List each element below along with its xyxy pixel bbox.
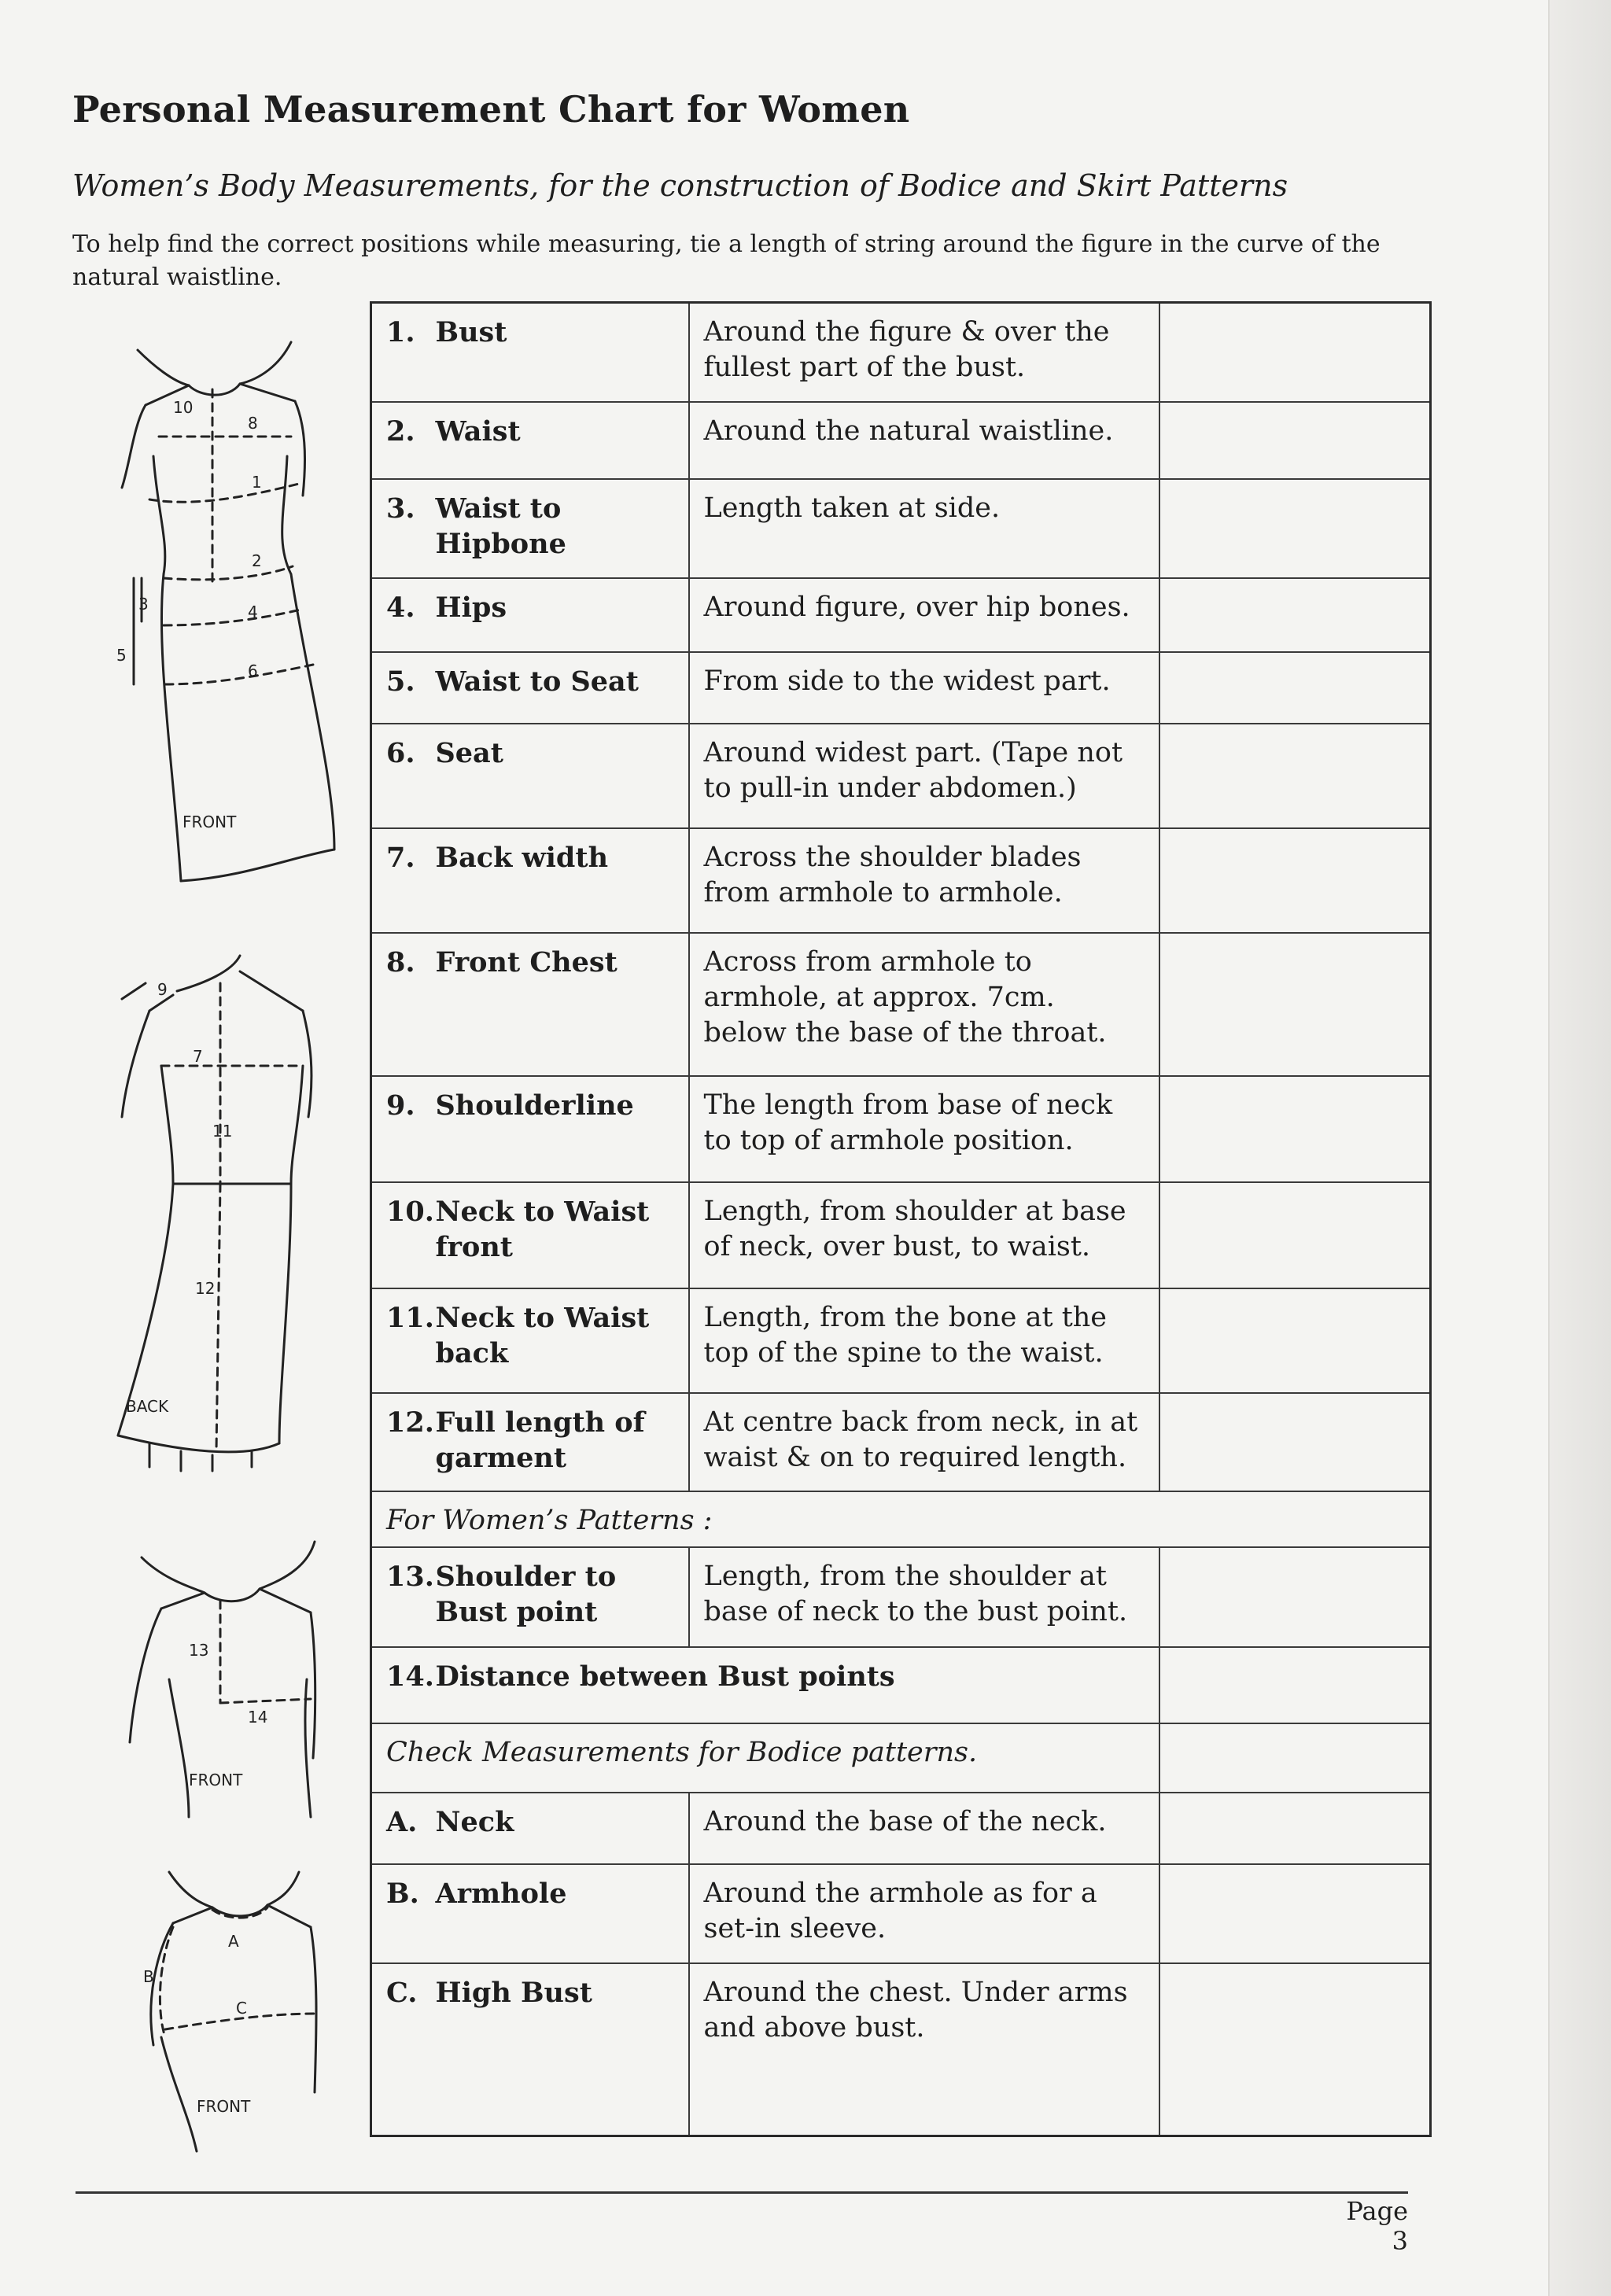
row-value-cell[interactable] (1159, 479, 1431, 578)
row-number: 7. (371, 828, 422, 933)
row-number: 1. (371, 303, 422, 402)
row-measurement-name: Neck to Waist back (422, 1288, 689, 1393)
section-heading-check: Check Measurements for Bodice patterns. (371, 1723, 1159, 1793)
row-value-cell[interactable] (1159, 1793, 1431, 1864)
row-measurement-name: Armhole (422, 1864, 689, 1963)
table-row (371, 1864, 1431, 1963)
row-description: Across from armhole to armhole, at approx. 7cm. below the base of the throat. (689, 933, 1159, 1076)
row-value-cell[interactable] (1159, 828, 1431, 933)
row-number: A. (371, 1793, 422, 1864)
row-number: 13. (371, 1547, 422, 1647)
row-description: The length from base of neck to top of armhole position. (689, 1076, 1159, 1182)
row-description: Length, from the bone at the top of the spine to the waist. (689, 1288, 1159, 1393)
table-row (371, 578, 1431, 652)
row-value-cell[interactable] (1159, 724, 1431, 828)
figure-label: 14 (248, 1708, 268, 1727)
row-measurement-name: Neck (422, 1793, 689, 1864)
table-row (371, 1793, 1431, 1864)
row-number: 2. (371, 402, 422, 479)
row-value-cell[interactable] (1159, 1864, 1431, 1963)
figure-check-bodice (110, 1856, 330, 2155)
row-number: 3. (371, 479, 422, 578)
row-measurement-name: Shoulder to Bust point (422, 1547, 689, 1647)
row-description: Around widest part. (Tape not to pull-in under abdomen.) (689, 724, 1159, 828)
figure-view-label: BACK (126, 1397, 169, 1416)
figure-label: A (228, 1932, 239, 1951)
row-measurement-name: Waist (422, 402, 689, 479)
figure-label: 3 (138, 595, 149, 614)
table-row (371, 1963, 1431, 2136)
figure-label: 13 (189, 1641, 209, 1660)
figure-label: 8 (248, 414, 258, 433)
row-description: Length taken at side. (689, 479, 1159, 578)
row-measurement-name: Neck to Waist front (422, 1182, 689, 1288)
row-measurement-name: Front Chest (422, 933, 689, 1076)
row-value-cell[interactable] (1159, 1647, 1431, 1723)
row-value-cell[interactable] (1159, 1393, 1431, 1491)
row-measurement-name: Hips (422, 578, 689, 652)
section-heading-womens: For Women’s Patterns : (371, 1491, 1431, 1547)
figure-view-label: FRONT (197, 2097, 251, 2116)
page-title: Personal Measurement Chart for Women (72, 88, 910, 131)
row-number: 9. (371, 1076, 422, 1182)
row-measurement-name: Waist to Seat (422, 652, 689, 724)
row-description: Around the figure & over the fullest part of the bust. (689, 303, 1159, 402)
table-row (371, 303, 1431, 402)
table-row (371, 652, 1431, 724)
row-measurement-name: Full length of garment (422, 1393, 689, 1491)
row-number: 6. (371, 724, 422, 828)
figure-label: 12 (195, 1279, 216, 1298)
figure-label: 2 (252, 551, 262, 570)
row-number: 12. (371, 1393, 422, 1491)
figure-back-dress (102, 948, 338, 1475)
table-row (371, 1393, 1431, 1491)
row-value-cell[interactable] (1159, 303, 1431, 402)
row-description: Around figure, over hip bones. (689, 578, 1159, 652)
table-row (371, 724, 1431, 828)
figure-label: 5 (116, 646, 127, 665)
row-number: B. (371, 1864, 422, 1963)
table-row (371, 402, 1431, 479)
row-description: Around the natural waistline. (689, 402, 1159, 479)
figure-label: 6 (248, 662, 258, 680)
table-row (371, 1647, 1431, 1723)
figure-label: B (143, 1967, 154, 1986)
row-description: Length, from the shoulder at base of neck to the bust point. (689, 1547, 1159, 1647)
table-row (371, 479, 1431, 578)
figure-label: 7 (193, 1047, 203, 1066)
table-row (371, 933, 1431, 1076)
figure-label: 10 (173, 398, 194, 417)
table-row (371, 828, 1431, 933)
figure-view-label: FRONT (182, 813, 237, 831)
footer-rule (76, 2191, 1408, 2194)
intro-paragraph: To help find the correct positions while measuring, tie a length of string around the figure in the curve of the natural waistline. (72, 230, 1381, 291)
row-value-cell[interactable] (1159, 1963, 1431, 2136)
row-value-cell[interactable] (1159, 1182, 1431, 1288)
row-value-cell[interactable] (1159, 578, 1431, 652)
row-measurement-name: Seat (422, 724, 689, 828)
row-description: Across the shoulder blades from armhole to armhole. (689, 828, 1159, 933)
page-edge (1548, 0, 1611, 2296)
row-measurement-name: Waist to Hipbone (422, 479, 689, 578)
row-measurement-name: High Bust (422, 1963, 689, 2136)
row-measurement-name: Bust (422, 303, 689, 402)
figure-label: 9 (157, 980, 168, 999)
row-number: 4. (371, 578, 422, 652)
row-number: 8. (371, 933, 422, 1076)
section-row (371, 1723, 1431, 1793)
figure-label: 1 (252, 473, 262, 492)
figure-label: 11 (212, 1122, 233, 1141)
row-number: 10. (371, 1182, 422, 1288)
table-row (371, 1288, 1431, 1393)
row-description: Around the armhole as for a set-in sleeve. (689, 1864, 1159, 1963)
row-measurement-name: Back width (422, 828, 689, 933)
page-number: Page 3 (1346, 2196, 1408, 2256)
row-number: C. (371, 1963, 422, 2136)
row-value-cell[interactable] (1159, 402, 1431, 479)
row-description: Length, from shoulder at base of neck, over bust, to waist. (689, 1182, 1159, 1288)
table-row (371, 1547, 1431, 1647)
measurement-table (370, 301, 1432, 2137)
row-number: 14. (371, 1647, 422, 1723)
section-row (371, 1491, 1431, 1547)
figure-front-bodice (110, 1538, 330, 1821)
row-value-cell[interactable] (1159, 652, 1431, 724)
row-value-cell[interactable] (1159, 933, 1431, 1076)
row-description: Around the chest. Under arms and above bust. (689, 1963, 1159, 2136)
figure-front-dress (110, 338, 346, 889)
row-number: 11. (371, 1288, 422, 1393)
row-value-cell (1159, 1723, 1431, 1793)
row-measurement-name: Distance between Bust points (422, 1647, 1159, 1723)
row-value-cell[interactable] (1159, 1076, 1431, 1182)
figure-view-label: FRONT (189, 1771, 243, 1789)
row-description: At centre back from neck, in at waist & on to required length. (689, 1393, 1159, 1491)
row-description: From side to the widest part. (689, 652, 1159, 724)
row-value-cell[interactable] (1159, 1547, 1431, 1647)
figure-label: C (236, 1999, 247, 2018)
table-row (371, 1076, 1431, 1182)
row-value-cell[interactable] (1159, 1288, 1431, 1393)
figure-label: 4 (248, 603, 258, 621)
table-row (371, 1182, 1431, 1288)
page-subtitle: Women’s Body Measurements, for the construction of Bodice and Skirt Patterns (72, 168, 1288, 203)
row-number: 5. (371, 652, 422, 724)
row-description: Around the base of the neck. (689, 1793, 1159, 1864)
row-measurement-name: Shoulderline (422, 1076, 689, 1182)
